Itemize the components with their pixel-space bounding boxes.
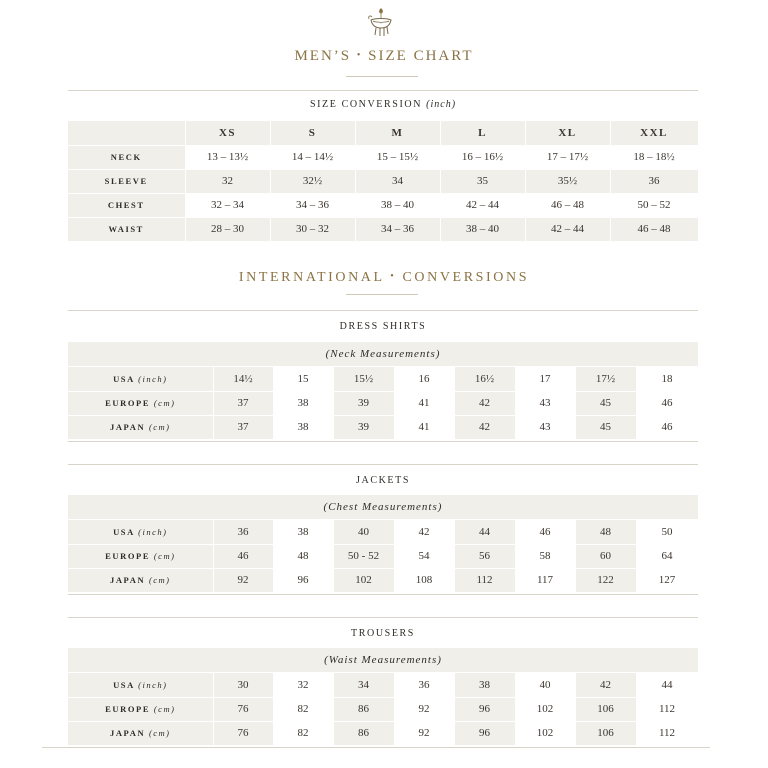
table-cell: 50 - 52: [333, 544, 394, 568]
table-cell: 32 – 34: [185, 193, 270, 217]
size-header-cell: S: [270, 121, 355, 145]
table-cell: 108: [394, 568, 454, 592]
table-cell: 17 – 17½: [525, 145, 610, 169]
row-label-text: EUROPE: [105, 704, 151, 714]
table-cell: 42: [575, 673, 636, 697]
table-cell: 82: [273, 721, 333, 745]
table-cell: 38 – 40: [355, 193, 440, 217]
table-cell: 44: [636, 673, 698, 697]
table-cell: 60: [575, 544, 636, 568]
table-cell: 102: [333, 568, 394, 592]
row-label-text: USA: [113, 679, 135, 690]
dress-shirts-title: DRESS SHIRTS: [339, 321, 427, 332]
table-cell: 37: [213, 415, 273, 439]
table-cell: 46: [636, 391, 698, 415]
table-cell: 112: [454, 568, 515, 592]
table-cell: 34: [355, 169, 440, 193]
row-label: [68, 544, 213, 568]
table-cell: 46 – 48: [610, 217, 698, 241]
table-cell: 17½: [575, 367, 636, 391]
size-header-cell: M: [355, 121, 440, 145]
table-cell: 38 – 40: [440, 217, 525, 241]
table-cell: 34 – 36: [355, 217, 440, 241]
table-row: [68, 145, 698, 169]
dress-shirts-subtitle: (Neck Measurements): [68, 342, 698, 366]
divider: [68, 441, 698, 442]
row-label-unit: (inch): [138, 373, 168, 384]
table-cell: 35½: [525, 169, 610, 193]
row-label: [68, 520, 213, 544]
table-cell: 92: [394, 721, 454, 745]
trousers-table: [68, 673, 699, 746]
table-cell: 54: [394, 544, 454, 568]
international-title-left: INTERNATIONAL: [238, 270, 385, 285]
size-conversion-unit: (inch): [426, 99, 457, 110]
table-cell: 86: [333, 721, 394, 745]
table-cell: 13 – 13½: [185, 145, 270, 169]
jackets-title: JACKETS: [356, 475, 410, 486]
table-cell: 30 – 32: [270, 217, 355, 241]
golden-fleece-logo-icon: [366, 6, 396, 40]
table-cell: 37: [213, 391, 273, 415]
row-label: [68, 721, 213, 745]
table-row: [68, 415, 698, 439]
table-cell: 28 – 30: [185, 217, 270, 241]
row-label: NECK: [68, 145, 185, 169]
row-label-unit: (cm): [153, 551, 176, 561]
divider: [68, 310, 698, 311]
table-cell: 46: [515, 520, 575, 544]
table-cell: 102: [515, 697, 575, 721]
table-cell: 122: [575, 568, 636, 592]
table-cell: 14½: [213, 367, 273, 391]
size-conversion-title: [68, 99, 698, 110]
table-cell: 44: [454, 520, 515, 544]
table-cell: 17: [515, 367, 575, 391]
table-cell: 41: [394, 391, 454, 415]
table-cell: 43: [515, 415, 575, 439]
row-label-text: USA: [113, 526, 135, 537]
table-cell: 43: [515, 391, 575, 415]
table-cell: 96: [273, 568, 333, 592]
table-cell: 86: [333, 697, 394, 721]
table-cell: 42: [454, 391, 515, 415]
row-label-unit: (inch): [138, 526, 168, 537]
row-label: SLEEVE: [68, 169, 185, 193]
table-cell: 42: [394, 520, 454, 544]
table-cell: 56: [454, 544, 515, 568]
row-label-unit: (cm): [153, 704, 176, 714]
table-row: [68, 697, 698, 721]
table-row: [68, 169, 698, 193]
table-cell: 58: [515, 544, 575, 568]
size-header-cell: XS: [185, 121, 270, 145]
table-cell: 45: [575, 415, 636, 439]
table-cell: 50: [636, 520, 698, 544]
size-header-cell: L: [440, 121, 525, 145]
table-cell: 34: [333, 673, 394, 697]
table-row: [68, 391, 698, 415]
table-row: [68, 520, 698, 544]
table-cell: 38: [273, 520, 333, 544]
international-title: [0, 270, 768, 286]
table-cell: 40: [515, 673, 575, 697]
table-cell: 46 – 48: [525, 193, 610, 217]
title-underline: [346, 76, 418, 77]
table-cell: 42: [454, 415, 515, 439]
table-cell: 106: [575, 697, 636, 721]
table-cell: 92: [213, 568, 273, 592]
table-cell: 46: [213, 544, 273, 568]
row-label: [68, 673, 213, 697]
table-cell: 112: [636, 697, 698, 721]
table-cell: 96: [454, 721, 515, 745]
row-label-text: EUROPE: [105, 551, 151, 561]
table-cell: 39: [333, 391, 394, 415]
divider: [68, 90, 698, 91]
table-cell: 14 – 14½: [270, 145, 355, 169]
table-cell: 45: [575, 391, 636, 415]
page-title: [0, 48, 768, 65]
table-cell: 15½: [333, 367, 394, 391]
table-row: [68, 568, 698, 592]
table-cell: 76: [213, 721, 273, 745]
size-conversion-table: [68, 121, 699, 242]
page-title-main: MEN’S: [294, 48, 352, 64]
table-cell: 36: [394, 673, 454, 697]
international-title-right: CONVERSIONS: [402, 270, 530, 285]
table-cell: 38: [454, 673, 515, 697]
table-cell: 35: [440, 169, 525, 193]
row-label: CHEST: [68, 193, 185, 217]
table-cell: 64: [636, 544, 698, 568]
international-title-separator: •: [390, 271, 397, 282]
table-cell: 42 – 44: [525, 217, 610, 241]
table-cell: 38: [273, 391, 333, 415]
row-label-unit: (inch): [138, 679, 168, 690]
table-cell: 16½: [454, 367, 515, 391]
title-separator: •: [356, 50, 363, 61]
row-label-text: JAPAN: [109, 575, 146, 585]
row-label-text: JAPAN: [109, 728, 146, 738]
table-cell: 16: [394, 367, 454, 391]
table-cell: 106: [575, 721, 636, 745]
table-cell: 48: [575, 520, 636, 544]
divider: [68, 617, 698, 618]
table-cell: 92: [394, 697, 454, 721]
table-row: [68, 367, 698, 391]
table-cell: 18 – 18½: [610, 145, 698, 169]
table-cell: 15 – 15½: [355, 145, 440, 169]
row-label: WAIST: [68, 217, 185, 241]
table-cell: 112: [636, 721, 698, 745]
row-label-unit: (cm): [153, 398, 176, 408]
table-cell: 76: [213, 697, 273, 721]
table-row: [68, 193, 698, 217]
table-cell: 34 – 36: [270, 193, 355, 217]
jackets-subtitle: (Chest Measurements): [68, 495, 698, 519]
row-label-text: JAPAN: [109, 422, 146, 432]
table-cell: 32: [273, 673, 333, 697]
row-label: [68, 697, 213, 721]
size-conversion-title-text: SIZE CONVERSION: [309, 99, 423, 110]
row-label: [68, 367, 213, 391]
jackets-table: [68, 520, 699, 593]
trousers-subtitle: (Waist Measurements): [68, 648, 698, 672]
row-label-unit: (cm): [148, 422, 171, 432]
table-cell: 41: [394, 415, 454, 439]
table-cell: 96: [454, 697, 515, 721]
size-header-cell: XXL: [610, 121, 698, 145]
table-cell: 15: [273, 367, 333, 391]
size-header-row: [68, 121, 698, 145]
size-header-cell: XL: [525, 121, 610, 145]
international-underline: [346, 294, 418, 295]
table-cell: 39: [333, 415, 394, 439]
divider: [42, 747, 710, 748]
table-cell: 48: [273, 544, 333, 568]
row-label-text: USA: [113, 373, 135, 384]
table-row: [68, 544, 698, 568]
table-cell: 32: [185, 169, 270, 193]
table-cell: 117: [515, 568, 575, 592]
row-label: [68, 415, 213, 439]
divider: [68, 594, 698, 595]
page-title-rest: SIZE CHART: [368, 48, 474, 64]
table-cell: 32½: [270, 169, 355, 193]
row-label: [68, 391, 213, 415]
table-cell: 38: [273, 415, 333, 439]
row-label-unit: (cm): [148, 728, 171, 738]
divider: [68, 464, 698, 465]
table-row: [68, 673, 698, 697]
row-label-text: EUROPE: [105, 398, 151, 408]
table-cell: 36: [213, 520, 273, 544]
table-row: [68, 721, 698, 745]
table-cell: 18: [636, 367, 698, 391]
table-cell: 102: [515, 721, 575, 745]
table-cell: 36: [610, 169, 698, 193]
table-cell: 50 – 52: [610, 193, 698, 217]
row-label: [68, 568, 213, 592]
table-cell: 30: [213, 673, 273, 697]
table-cell: 82: [273, 697, 333, 721]
table-cell: 42 – 44: [440, 193, 525, 217]
table-cell: 127: [636, 568, 698, 592]
table-cell: 16 – 16½: [440, 145, 525, 169]
table-cell: 40: [333, 520, 394, 544]
corner-cell: [68, 121, 185, 145]
table-row: [68, 217, 698, 241]
row-label-unit: (cm): [148, 575, 171, 585]
table-cell: 46: [636, 415, 698, 439]
trousers-title: TROUSERS: [351, 628, 415, 639]
dress-shirts-table: [68, 367, 699, 440]
